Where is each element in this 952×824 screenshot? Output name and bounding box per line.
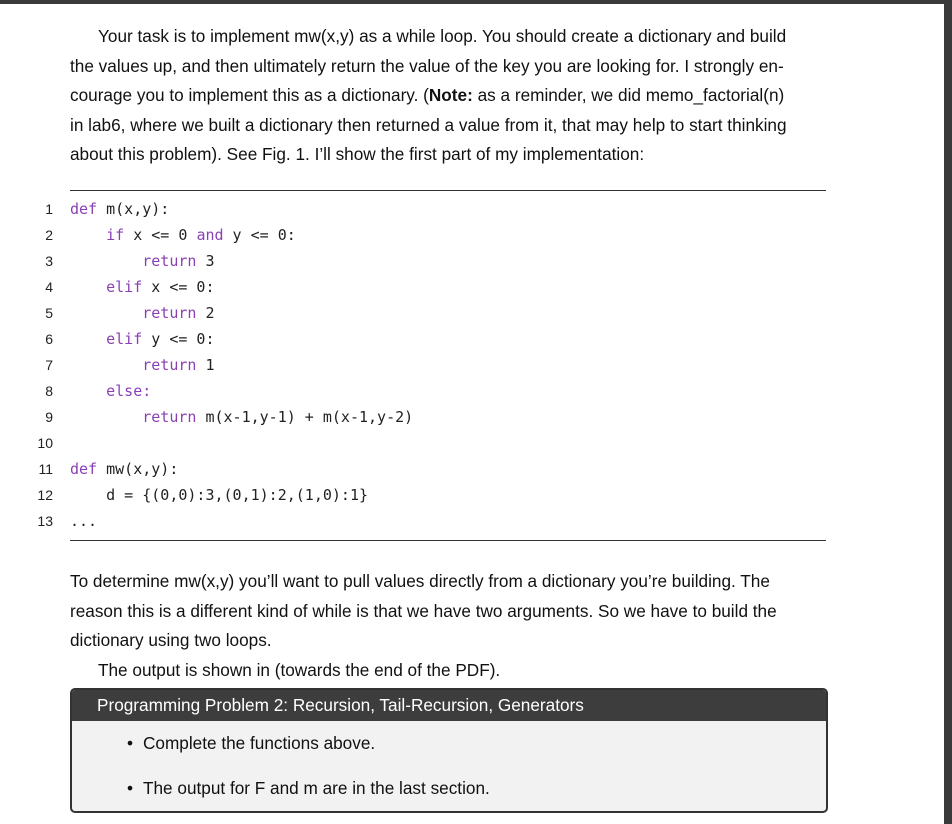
code-line (0, 326, 900, 352)
keyword: def (70, 460, 98, 478)
line-number: 3 (45, 253, 53, 269)
right-border (944, 0, 952, 824)
keyword: elif (106, 330, 143, 348)
keyword: return (142, 356, 197, 374)
list-item (127, 777, 490, 799)
line-number: 2 (45, 227, 53, 243)
intro-paragraph (70, 22, 830, 170)
code-line (0, 196, 900, 222)
code-text (70, 274, 215, 300)
after-line-2: reason this is a different kind of while is that we have two arguments. So we have to build the (70, 600, 777, 621)
code-text (70, 352, 215, 378)
keyword: and (196, 226, 224, 244)
intro-line-3a: courage you to implement this as a dictionary. ( (70, 85, 429, 105)
line-number: 12 (37, 487, 53, 503)
line-number: 6 (45, 331, 53, 347)
code-fragment: 1 (196, 356, 215, 374)
code-line (0, 248, 900, 274)
code-line (0, 378, 900, 404)
code-fragment: y <= 0: (142, 330, 215, 348)
code-text (70, 404, 413, 430)
after-line-3: dictionary using two loops. (70, 630, 272, 650)
problem-title: Programming Problem 2: Recursion, Tail-Recursion, Generators (72, 690, 826, 721)
code-fragment: 3 (196, 252, 215, 270)
code-fragment: x <= 0 (124, 226, 197, 244)
bullet-icon: • (127, 733, 134, 753)
code-text (70, 482, 368, 508)
code-text (70, 196, 169, 222)
intro-line-4: in lab6, where we built a dictionary then returned a value from it, that may help to start thinking (70, 114, 787, 135)
keyword: return (142, 252, 197, 270)
code-fragment: ... (70, 512, 98, 530)
line-number: 13 (37, 513, 53, 529)
list-item-text: The output for F and m are in the last section. (143, 778, 490, 798)
bullet-icon: • (127, 778, 134, 798)
code-fragment: m(x,y): (97, 200, 170, 218)
code-text (70, 326, 215, 352)
keyword: return (142, 304, 197, 322)
note-label: Note: (428, 85, 473, 105)
code-line (0, 482, 900, 508)
code-text (70, 300, 215, 326)
code-line (0, 430, 900, 456)
list-item (127, 732, 375, 754)
keyword: elif (106, 278, 143, 296)
line-number: 8 (45, 383, 53, 399)
code-fragment: x <= 0: (142, 278, 215, 296)
code-fragment: mw(x,y): (97, 460, 179, 478)
code-line (0, 456, 900, 482)
code-fragment: 2 (196, 304, 215, 322)
code-fragment: m(x-1,y-1) + m(x-1,y-2) (196, 408, 414, 426)
line-number: 9 (45, 409, 53, 425)
code-line (0, 222, 900, 248)
line-number: 11 (38, 461, 53, 477)
after-line-4: The output is shown in (towards the end of the PDF). (98, 659, 501, 680)
line-number: 10 (37, 435, 53, 451)
code-text (70, 248, 215, 274)
line-number: 7 (45, 357, 53, 373)
code-text (70, 378, 151, 404)
code-line (0, 352, 900, 378)
line-number: 4 (45, 279, 53, 295)
top-border (0, 0, 952, 4)
code-line (0, 300, 900, 326)
intro-line-1: Your task is to implement mw(x,y) as a while loop. You should create a dictionary and build (98, 26, 787, 46)
line-number: 5 (45, 305, 53, 321)
line-number: 1 (45, 201, 53, 217)
keyword: else: (106, 382, 152, 400)
code-fragment: d = {(0,0):3,(0,1):2,(1,0):1} (106, 486, 369, 504)
code-bottom-rule (70, 540, 826, 541)
code-fragment: y <= 0: (223, 226, 296, 244)
after-paragraph (70, 567, 830, 685)
after-line-1: To determine mw(x,y) you’ll want to pull values directly from a dictionary you’re building. The (70, 571, 770, 591)
programming-problem-box (70, 688, 828, 813)
intro-line-2: the values up, and then ultimately return the value of the key you are looking for. I strongly en- (70, 55, 784, 76)
code-text (70, 508, 97, 534)
intro-line-3 (70, 81, 830, 111)
code-text (70, 456, 178, 482)
intro-line-3b: as a reminder, we did memo_factorial(n) (472, 85, 785, 105)
code-top-rule (70, 190, 826, 191)
code-line (0, 508, 900, 534)
code-text (70, 222, 296, 248)
keyword: def (70, 200, 98, 218)
keyword: return (142, 408, 197, 426)
keyword: if (106, 226, 125, 244)
intro-line-5: about this problem). See Fig. 1. I’ll show the first part of my implementation: (70, 144, 645, 164)
code-line (0, 274, 900, 300)
list-item-text: Complete the functions above. (143, 733, 376, 753)
code-line (0, 404, 900, 430)
